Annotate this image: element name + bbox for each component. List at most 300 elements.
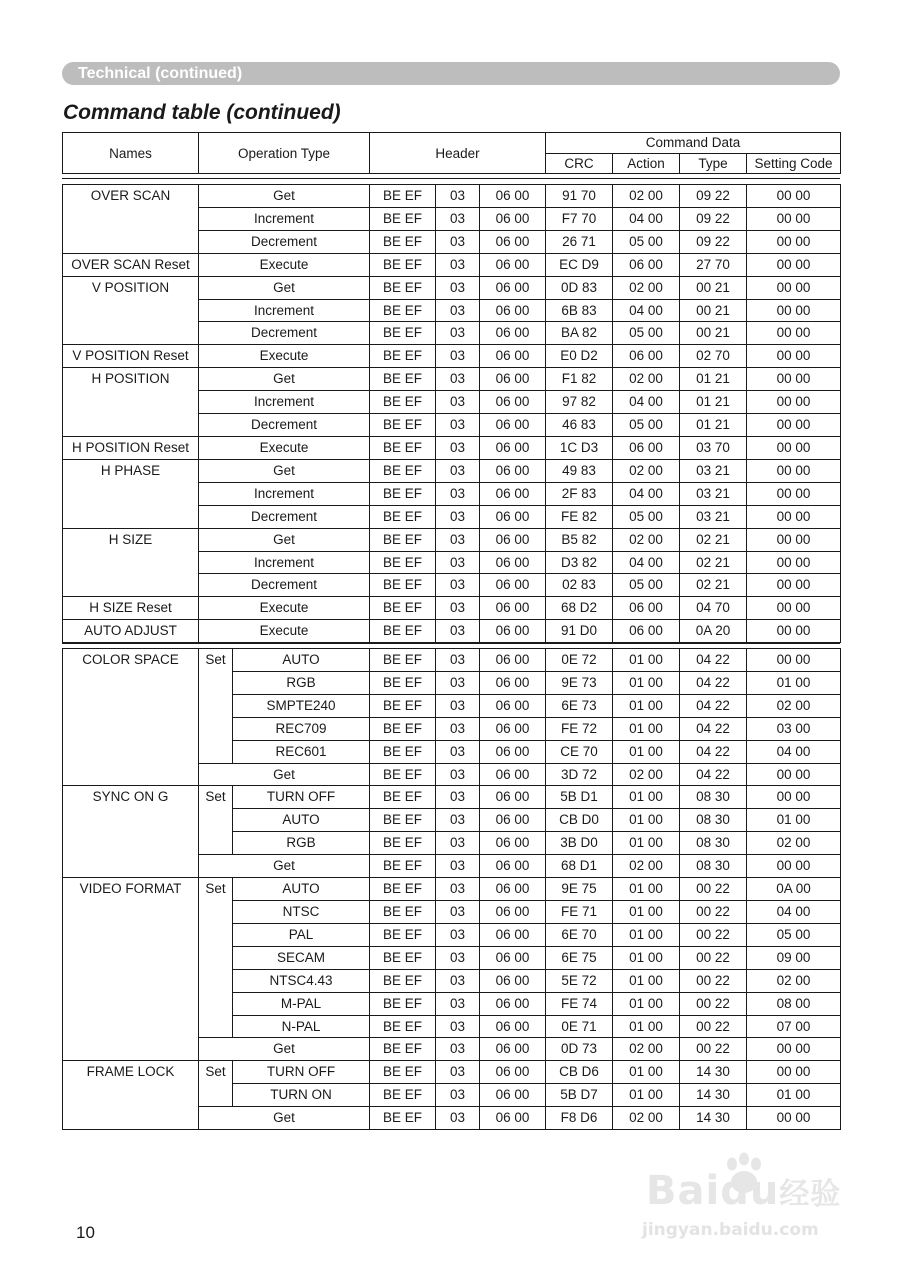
header-byte-3: 06 00 xyxy=(480,1061,546,1084)
header-byte-1: BE EF xyxy=(370,786,436,809)
operation-type-cell: AUTO xyxy=(233,878,370,901)
setting-code-cell: 01 00 xyxy=(747,1084,841,1107)
setting-code-cell: 00 00 xyxy=(747,855,841,878)
table-row xyxy=(63,276,841,299)
setting-code-cell: 00 00 xyxy=(747,414,841,437)
type-cell: 08 30 xyxy=(680,832,747,855)
action-cell: 01 00 xyxy=(613,1015,680,1038)
operation-type-cell: Decrement xyxy=(199,505,370,528)
header-byte-1: BE EF xyxy=(370,969,436,992)
action-cell: 01 00 xyxy=(613,694,680,717)
operation-type-cell: Execute xyxy=(199,597,370,620)
column-header-action: Action xyxy=(613,153,680,174)
header-byte-3: 06 00 xyxy=(480,551,546,574)
command-name: H PHASE xyxy=(63,459,199,528)
type-cell: 03 21 xyxy=(680,482,747,505)
setting-code-cell: 00 00 xyxy=(747,1061,841,1084)
operation-type-cell: Get xyxy=(199,528,370,551)
crc-cell: 0E 71 xyxy=(546,1015,613,1038)
crc-cell: D3 82 xyxy=(546,551,613,574)
header-byte-1: BE EF xyxy=(370,1084,436,1107)
type-cell: 27 70 xyxy=(680,253,747,276)
column-header-operation-type: Operation Type xyxy=(199,133,370,174)
action-cell: 01 00 xyxy=(613,671,680,694)
crc-cell: 6E 75 xyxy=(546,946,613,969)
crc-cell: 5B D1 xyxy=(546,786,613,809)
header-byte-2: 03 xyxy=(436,832,480,855)
set-label: Set xyxy=(199,878,233,1038)
header-byte-1: BE EF xyxy=(370,276,436,299)
header-byte-1: BE EF xyxy=(370,368,436,391)
table-row xyxy=(63,459,841,482)
action-cell: 04 00 xyxy=(613,551,680,574)
operation-type-cell: Increment xyxy=(199,391,370,414)
header-byte-3: 06 00 xyxy=(480,299,546,322)
action-cell: 01 00 xyxy=(613,832,680,855)
operation-type-cell: Get xyxy=(199,1107,370,1130)
type-cell: 00 21 xyxy=(680,322,747,345)
header-byte-2: 03 xyxy=(436,414,480,437)
header-byte-1: BE EF xyxy=(370,207,436,230)
table-row xyxy=(63,253,841,276)
operation-type-cell: Get xyxy=(199,459,370,482)
operation-type-cell: REC601 xyxy=(233,740,370,763)
type-cell: 00 22 xyxy=(680,923,747,946)
type-cell: 00 22 xyxy=(680,900,747,923)
header-byte-2: 03 xyxy=(436,597,480,620)
type-cell: 14 30 xyxy=(680,1061,747,1084)
column-header-command-data: Command Data xyxy=(546,133,841,154)
setting-code-cell: 00 00 xyxy=(747,436,841,459)
crc-cell: 6E 70 xyxy=(546,923,613,946)
separator-line xyxy=(62,643,840,644)
action-cell: 02 00 xyxy=(613,763,680,786)
header-byte-2: 03 xyxy=(436,620,480,643)
header-byte-3: 06 00 xyxy=(480,992,546,1015)
operation-type-cell: AUTO xyxy=(233,649,370,672)
setting-code-cell: 02 00 xyxy=(747,969,841,992)
type-cell: 04 22 xyxy=(680,763,747,786)
action-cell: 06 00 xyxy=(613,620,680,643)
command-name: SYNC ON G xyxy=(63,786,199,878)
command-name: AUTO ADJUST xyxy=(63,620,199,643)
header-byte-2: 03 xyxy=(436,207,480,230)
header-byte-2: 03 xyxy=(436,946,480,969)
header-byte-1: BE EF xyxy=(370,923,436,946)
header-byte-1: BE EF xyxy=(370,551,436,574)
header-byte-1: BE EF xyxy=(370,482,436,505)
table-row xyxy=(63,786,841,809)
header-byte-2: 03 xyxy=(436,1038,480,1061)
type-cell: 03 70 xyxy=(680,436,747,459)
command-name: V POSITION xyxy=(63,276,199,345)
setting-code-cell: 00 00 xyxy=(747,551,841,574)
header-byte-1: BE EF xyxy=(370,436,436,459)
header-byte-3: 06 00 xyxy=(480,253,546,276)
action-cell: 01 00 xyxy=(613,740,680,763)
crc-cell: 91 D0 xyxy=(546,620,613,643)
setting-code-cell: 03 00 xyxy=(747,717,841,740)
setting-code-cell: 00 00 xyxy=(747,299,841,322)
type-cell: 0A 20 xyxy=(680,620,747,643)
header-byte-2: 03 xyxy=(436,1107,480,1130)
header-byte-2: 03 xyxy=(436,551,480,574)
column-header-type: Type xyxy=(680,153,747,174)
operation-type-cell: SMPTE240 xyxy=(233,694,370,717)
operation-type-cell: RGB xyxy=(233,671,370,694)
crc-cell: 02 83 xyxy=(546,574,613,597)
header-byte-2: 03 xyxy=(436,763,480,786)
header-byte-2: 03 xyxy=(436,574,480,597)
type-cell: 04 22 xyxy=(680,717,747,740)
action-cell: 01 00 xyxy=(613,946,680,969)
type-cell: 14 30 xyxy=(680,1084,747,1107)
crc-cell: 0D 83 xyxy=(546,276,613,299)
header-byte-2: 03 xyxy=(436,230,480,253)
section-header-bar xyxy=(62,62,840,85)
header-byte-1: BE EF xyxy=(370,528,436,551)
type-cell: 01 21 xyxy=(680,414,747,437)
header-byte-3: 06 00 xyxy=(480,832,546,855)
command-table-adjust xyxy=(62,184,841,643)
header-byte-3: 06 00 xyxy=(480,1107,546,1130)
type-cell: 02 70 xyxy=(680,345,747,368)
header-byte-1: BE EF xyxy=(370,832,436,855)
crc-cell: CB D6 xyxy=(546,1061,613,1084)
operation-type-cell: Get xyxy=(199,185,370,208)
table-row xyxy=(63,1061,841,1084)
type-cell: 00 22 xyxy=(680,946,747,969)
header-byte-3: 06 00 xyxy=(480,946,546,969)
action-cell: 06 00 xyxy=(613,597,680,620)
setting-code-cell: 02 00 xyxy=(747,694,841,717)
action-cell: 02 00 xyxy=(613,276,680,299)
header-byte-3: 06 00 xyxy=(480,574,546,597)
crc-cell: 9E 75 xyxy=(546,878,613,901)
operation-type-cell: NTSC4.43 xyxy=(233,969,370,992)
action-cell: 01 00 xyxy=(613,1061,680,1084)
header-byte-3: 06 00 xyxy=(480,878,546,901)
action-cell: 04 00 xyxy=(613,482,680,505)
header-byte-1: BE EF xyxy=(370,946,436,969)
action-cell: 02 00 xyxy=(613,1038,680,1061)
action-cell: 06 00 xyxy=(613,253,680,276)
type-cell: 02 21 xyxy=(680,551,747,574)
setting-code-cell: 00 00 xyxy=(747,620,841,643)
setting-code-cell: 00 00 xyxy=(747,368,841,391)
setting-code-cell: 00 00 xyxy=(747,230,841,253)
setting-code-cell: 07 00 xyxy=(747,1015,841,1038)
setting-code-cell: 00 00 xyxy=(747,1107,841,1130)
setting-code-cell: 00 00 xyxy=(747,597,841,620)
header-byte-2: 03 xyxy=(436,505,480,528)
type-cell: 09 22 xyxy=(680,185,747,208)
action-cell: 01 00 xyxy=(613,809,680,832)
header-byte-2: 03 xyxy=(436,368,480,391)
type-cell: 00 21 xyxy=(680,276,747,299)
operation-type-cell: TURN OFF xyxy=(233,786,370,809)
page-title: Command table (continued) xyxy=(63,101,341,124)
crc-cell: BA 82 xyxy=(546,322,613,345)
header-byte-2: 03 xyxy=(436,459,480,482)
type-cell: 08 30 xyxy=(680,786,747,809)
header-byte-1: BE EF xyxy=(370,1061,436,1084)
type-cell: 00 22 xyxy=(680,992,747,1015)
operation-type-cell: Get xyxy=(199,763,370,786)
header-byte-2: 03 xyxy=(436,786,480,809)
crc-cell: 0D 73 xyxy=(546,1038,613,1061)
header-byte-1: BE EF xyxy=(370,809,436,832)
column-header-names: Names xyxy=(63,133,199,174)
action-cell: 04 00 xyxy=(613,391,680,414)
header-byte-3: 06 00 xyxy=(480,763,546,786)
header-byte-3: 06 00 xyxy=(480,900,546,923)
header-byte-3: 06 00 xyxy=(480,809,546,832)
header-byte-1: BE EF xyxy=(370,253,436,276)
header-byte-3: 06 00 xyxy=(480,1084,546,1107)
command-name: V POSITION Reset xyxy=(63,345,199,368)
operation-type-cell: Decrement xyxy=(199,414,370,437)
crc-cell: B5 82 xyxy=(546,528,613,551)
header-byte-2: 03 xyxy=(436,969,480,992)
header-byte-2: 03 xyxy=(436,671,480,694)
operation-type-cell: Execute xyxy=(199,620,370,643)
command-name: H SIZE xyxy=(63,528,199,597)
header-byte-3: 06 00 xyxy=(480,1015,546,1038)
header-byte-3: 06 00 xyxy=(480,459,546,482)
command-name: H POSITION xyxy=(63,368,199,437)
operation-type-cell: Increment xyxy=(199,207,370,230)
header-byte-1: BE EF xyxy=(370,694,436,717)
action-cell: 05 00 xyxy=(613,230,680,253)
header-byte-2: 03 xyxy=(436,436,480,459)
setting-code-cell: 02 00 xyxy=(747,832,841,855)
table-row xyxy=(63,185,841,208)
type-cell: 00 22 xyxy=(680,878,747,901)
action-cell: 01 00 xyxy=(613,786,680,809)
command-name: H POSITION Reset xyxy=(63,436,199,459)
crc-cell: 68 D1 xyxy=(546,855,613,878)
header-byte-2: 03 xyxy=(436,740,480,763)
header-byte-2: 03 xyxy=(436,855,480,878)
header-byte-2: 03 xyxy=(436,185,480,208)
header-byte-1: BE EF xyxy=(370,992,436,1015)
operation-type-cell: RGB xyxy=(233,832,370,855)
command-name: FRAME LOCK xyxy=(63,1061,199,1130)
type-cell: 09 22 xyxy=(680,230,747,253)
type-cell: 01 21 xyxy=(680,391,747,414)
header-byte-2: 03 xyxy=(436,322,480,345)
crc-cell: 6E 73 xyxy=(546,694,613,717)
action-cell: 02 00 xyxy=(613,528,680,551)
crc-cell: 68 D2 xyxy=(546,597,613,620)
header-byte-1: BE EF xyxy=(370,740,436,763)
setting-code-cell: 00 00 xyxy=(747,185,841,208)
header-byte-2: 03 xyxy=(436,345,480,368)
setting-code-cell: 01 00 xyxy=(747,671,841,694)
operation-type-cell: TURN ON xyxy=(233,1084,370,1107)
header-byte-3: 06 00 xyxy=(480,528,546,551)
operation-type-cell: Increment xyxy=(199,482,370,505)
header-byte-1: BE EF xyxy=(370,391,436,414)
type-cell: 00 22 xyxy=(680,1015,747,1038)
header-byte-3: 06 00 xyxy=(480,1038,546,1061)
header-byte-1: BE EF xyxy=(370,459,436,482)
setting-code-cell: 04 00 xyxy=(747,900,841,923)
header-byte-3: 06 00 xyxy=(480,207,546,230)
operation-type-cell: M-PAL xyxy=(233,992,370,1015)
action-cell: 01 00 xyxy=(613,969,680,992)
setting-code-cell: 00 00 xyxy=(747,505,841,528)
header-byte-1: BE EF xyxy=(370,505,436,528)
header-byte-1: BE EF xyxy=(370,230,436,253)
action-cell: 02 00 xyxy=(613,185,680,208)
header-byte-2: 03 xyxy=(436,391,480,414)
header-byte-3: 06 00 xyxy=(480,414,546,437)
operation-type-cell: Decrement xyxy=(199,574,370,597)
operation-type-cell: Get xyxy=(199,1038,370,1061)
crc-cell: CE 70 xyxy=(546,740,613,763)
table-row xyxy=(63,878,841,901)
table-row xyxy=(63,528,841,551)
table-row xyxy=(63,368,841,391)
crc-cell: FE 74 xyxy=(546,992,613,1015)
header-byte-2: 03 xyxy=(436,1084,480,1107)
header-byte-1: BE EF xyxy=(370,671,436,694)
header-byte-3: 06 00 xyxy=(480,671,546,694)
watermark-url: jingyan.baidu.com xyxy=(642,1220,819,1240)
type-cell: 08 30 xyxy=(680,809,747,832)
header-byte-3: 06 00 xyxy=(480,436,546,459)
operation-type-cell: REC709 xyxy=(233,717,370,740)
header-byte-3: 06 00 xyxy=(480,620,546,643)
crc-cell: 0E 72 xyxy=(546,649,613,672)
crc-cell: EC D9 xyxy=(546,253,613,276)
header-byte-3: 06 00 xyxy=(480,230,546,253)
operation-type-cell: Get xyxy=(199,368,370,391)
crc-cell: FE 72 xyxy=(546,717,613,740)
operation-type-cell: Increment xyxy=(199,551,370,574)
header-byte-3: 06 00 xyxy=(480,276,546,299)
operation-type-cell: TURN OFF xyxy=(233,1061,370,1084)
header-byte-3: 06 00 xyxy=(480,322,546,345)
header-byte-1: BE EF xyxy=(370,1015,436,1038)
column-header-header: Header xyxy=(370,133,546,174)
header-byte-1: BE EF xyxy=(370,574,436,597)
header-byte-2: 03 xyxy=(436,694,480,717)
header-byte-3: 06 00 xyxy=(480,717,546,740)
type-cell: 14 30 xyxy=(680,1107,747,1130)
set-label: Set xyxy=(199,786,233,855)
header-byte-3: 06 00 xyxy=(480,694,546,717)
setting-code-cell: 00 00 xyxy=(747,574,841,597)
action-cell: 02 00 xyxy=(613,1107,680,1130)
header-byte-3: 06 00 xyxy=(480,649,546,672)
type-cell: 04 70 xyxy=(680,597,747,620)
crc-cell: F1 82 xyxy=(546,368,613,391)
command-table-header xyxy=(62,132,841,174)
header-byte-1: BE EF xyxy=(370,878,436,901)
header-byte-1: BE EF xyxy=(370,620,436,643)
action-cell: 06 00 xyxy=(613,345,680,368)
setting-code-cell: 00 00 xyxy=(747,1038,841,1061)
setting-code-cell: 01 00 xyxy=(747,809,841,832)
action-cell: 01 00 xyxy=(613,900,680,923)
operation-type-cell: NTSC xyxy=(233,900,370,923)
table-row xyxy=(63,597,841,620)
crc-cell: 5E 72 xyxy=(546,969,613,992)
header-byte-3: 06 00 xyxy=(480,505,546,528)
header-byte-2: 03 xyxy=(436,253,480,276)
command-name: H SIZE Reset xyxy=(63,597,199,620)
crc-cell: F7 70 xyxy=(546,207,613,230)
header-byte-2: 03 xyxy=(436,717,480,740)
crc-cell: 1C D3 xyxy=(546,436,613,459)
page-number: 10 xyxy=(76,1223,95,1242)
setting-code-cell: 04 00 xyxy=(747,740,841,763)
operation-type-cell: Execute xyxy=(199,253,370,276)
crc-cell: 97 82 xyxy=(546,391,613,414)
setting-code-cell: 09 00 xyxy=(747,946,841,969)
setting-code-cell: 00 00 xyxy=(747,276,841,299)
setting-code-cell: 00 00 xyxy=(747,391,841,414)
header-byte-2: 03 xyxy=(436,878,480,901)
crc-cell: E0 D2 xyxy=(546,345,613,368)
operation-type-cell: Decrement xyxy=(199,322,370,345)
header-byte-2: 03 xyxy=(436,299,480,322)
operation-type-cell: N-PAL xyxy=(233,1015,370,1038)
crc-cell: 6B 83 xyxy=(546,299,613,322)
header-byte-1: BE EF xyxy=(370,322,436,345)
command-name: COLOR SPACE xyxy=(63,649,199,786)
crc-cell: 9E 73 xyxy=(546,671,613,694)
action-cell: 01 00 xyxy=(613,878,680,901)
header-byte-3: 06 00 xyxy=(480,597,546,620)
operation-type-cell: Decrement xyxy=(199,230,370,253)
setting-code-cell: 00 00 xyxy=(747,482,841,505)
action-cell: 02 00 xyxy=(613,855,680,878)
header-byte-2: 03 xyxy=(436,528,480,551)
setting-code-cell: 05 00 xyxy=(747,923,841,946)
command-name: OVER SCAN Reset xyxy=(63,253,199,276)
crc-cell: 5B D7 xyxy=(546,1084,613,1107)
action-cell: 01 00 xyxy=(613,923,680,946)
header-byte-1: BE EF xyxy=(370,1107,436,1130)
operation-type-cell: Increment xyxy=(199,299,370,322)
action-cell: 04 00 xyxy=(613,207,680,230)
crc-cell: 2F 83 xyxy=(546,482,613,505)
set-label: Set xyxy=(199,1061,233,1107)
crc-cell: 3D 72 xyxy=(546,763,613,786)
crc-cell: 46 83 xyxy=(546,414,613,437)
header-byte-3: 06 00 xyxy=(480,740,546,763)
header-byte-2: 03 xyxy=(436,276,480,299)
header-byte-2: 03 xyxy=(436,923,480,946)
header-byte-1: BE EF xyxy=(370,345,436,368)
action-cell: 04 00 xyxy=(613,299,680,322)
action-cell: 01 00 xyxy=(613,717,680,740)
column-header-setting-code: Setting Code xyxy=(747,153,841,174)
command-name: OVER SCAN xyxy=(63,185,199,254)
header-byte-3: 06 00 xyxy=(480,786,546,809)
crc-cell: 26 71 xyxy=(546,230,613,253)
setting-code-cell: 00 00 xyxy=(747,649,841,672)
action-cell: 02 00 xyxy=(613,368,680,391)
header-byte-1: BE EF xyxy=(370,649,436,672)
command-name: VIDEO FORMAT xyxy=(63,878,199,1061)
type-cell: 04 22 xyxy=(680,740,747,763)
crc-cell: 49 83 xyxy=(546,459,613,482)
